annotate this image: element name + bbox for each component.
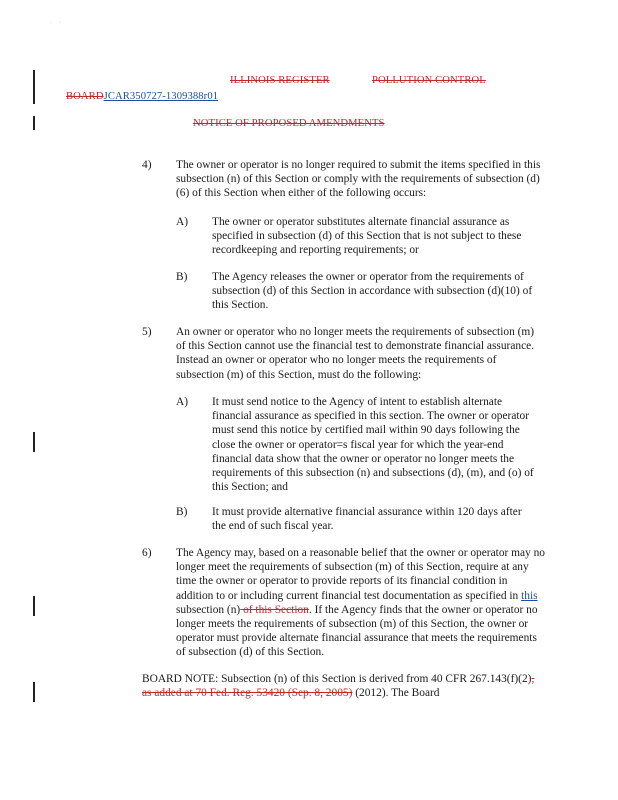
page-mark: · · bbox=[50, 19, 63, 27]
subitem-label: B) bbox=[176, 271, 188, 283]
item-label: 5) bbox=[142, 326, 152, 338]
change-bar bbox=[33, 682, 35, 702]
change-bar bbox=[33, 596, 35, 616]
item-text: The Agency may, based on a reasonable belief that the owner or operator may no longer meet the requirements of subsection (m) of this Section, require at any time the owner or operator to provide reports of its financial condition in addition to or including current financial test documentation as specified in this subsection (n) of this Section. If the Agency finds that the owner or operator no longer meets the requirements of subsection (m) of this Section, the owner or operator must provide alternate financial assurance that meets the requirements of subsection (d) of this Section. bbox=[176, 547, 545, 659]
item-text: The owner or operator is no longer required to submit the items specified in this subsection (n) of this Section or comply with the requirements of subsection (d)(6) of this Section when either of the following occurs: bbox=[176, 159, 541, 200]
subitem-label: A) bbox=[176, 216, 189, 228]
subitem-text: It must send notice to the Agency of intent to establish alternate financial assurance as specified in this section. The owner or operator must send this notice by certified mail within 90 days following the close the owner or operator=s fiscal year for which the year-end financial data show that the owner or operator no longer meets the requirements of this subsection (n) and subsections (d), (m), and (o) of this Section; and bbox=[212, 396, 534, 494]
inserted-text: this bbox=[521, 589, 538, 602]
subitem-text: The owner or operator substitutes alternate financial assurance as specified in subsection (d) of this Section that is not subject to these recordkeeping and reporting requirements; or bbox=[212, 216, 522, 257]
subitem-text: It must provide alternative financial assurance within 120 days after the end of such fiscal year. bbox=[212, 506, 522, 533]
deleted-text: BOARD bbox=[66, 91, 104, 102]
item-label: 6) bbox=[142, 547, 152, 559]
change-bar bbox=[33, 432, 35, 452]
notice-title: NOTICE OF PROPOSED AMENDMENTS bbox=[193, 118, 385, 129]
subitem-label: A) bbox=[176, 396, 189, 408]
document-id bbox=[66, 90, 218, 104]
board-note: BOARD NOTE: Subsection (n) of this Section is derived from 40 CFR 267.143(f)(2), as added at 70 Fed. Reg. 53420 (Sep. 8, 2005) (2012). The Board bbox=[142, 673, 535, 700]
subitem-label: B) bbox=[176, 506, 188, 518]
inserted-text: JCAR350727-1309388r01 bbox=[103, 91, 219, 102]
change-bar bbox=[33, 116, 35, 130]
subitem-text: The Agency releases the owner or operator from the requirements of subsection (d) of this Section in accordance with subsection (d)(10) of this Section. bbox=[212, 271, 533, 312]
deleted-text: , as added at 70 Fed. Reg. 53420 (Sep. 8, 2005) bbox=[142, 673, 535, 700]
item-text: An owner or operator who no longer meets the requirements of subsection (m) of this Section cannot use the financial test to demonstrate financial assurance. Instead an owner or operator who no longer meets the requirements of subsection (m) of this Section, must do the following: bbox=[176, 326, 535, 381]
deleted-text: of this Section bbox=[240, 603, 309, 616]
item-label: 4) bbox=[142, 159, 152, 171]
agency-title: POLLUTION CONTROL bbox=[372, 75, 486, 86]
change-bar bbox=[33, 70, 35, 104]
register-title: ILLINOIS REGISTER bbox=[230, 75, 330, 86]
